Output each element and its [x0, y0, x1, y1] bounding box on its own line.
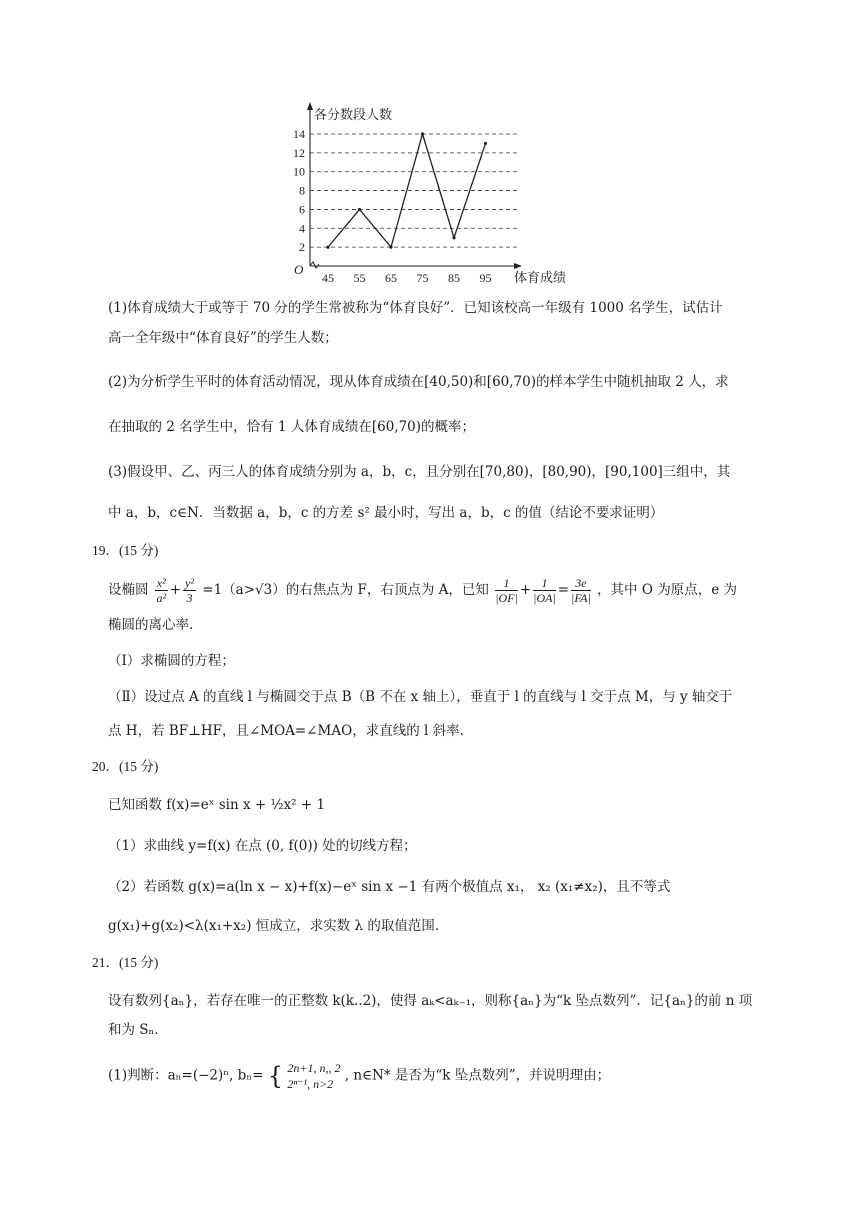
q18-part1-line2: 高一全年级中“体育良好”的学生人数；: [108, 330, 338, 346]
series-line: [328, 134, 486, 247]
y-tick-label: 8: [299, 183, 305, 198]
q20-line2: （1）求曲线 y=f(x) 在点 (0, f(0)) 处的切线方程；: [108, 838, 417, 854]
q21-line3-b: , n∈N* 是否为“k 坠点数列”，并说明理由；: [344, 1067, 611, 1084]
x-tick-label: 85: [448, 271, 460, 285]
q18-part1-line1: (1)体育成绩大于或等于 70 分的学生常被称为“体育良好”．已知该校高一年级有 1000 名学生，试估计: [108, 300, 723, 316]
q18-part3-line2: 中 a，b，c∈N．当数据 a，b，c 的方差 s² 最小时，写出 a，b，c 的值（结论不要求证明）: [108, 505, 664, 521]
x-tick-label: 65: [385, 271, 397, 285]
x-tick-label: 55: [353, 271, 366, 285]
q19-line3: （Ⅰ）求椭圆的方程；: [108, 653, 235, 669]
brace-icon: {: [267, 1062, 284, 1090]
q20-line3: （2）若函数 g(x)=a(ln x − x)+f(x)−eˣ sin x −1 有两个极值点 x₁， x₂ (x₁≠x₂)，且不等式: [108, 879, 671, 895]
axis-break-icon: [310, 262, 319, 268]
y-tick-label: 6: [299, 202, 305, 217]
q19-line1-a: 设椭圆: [108, 582, 149, 598]
chart-grid: [310, 134, 518, 247]
x-tick-label: 95: [479, 271, 492, 285]
case-2: 2ⁿ⁻¹, n>2: [287, 1077, 334, 1091]
q19-line5: 点 H，若 BF⊥HF，且∠MOA=∠MAO，求直线的 l 斜率.: [108, 723, 464, 739]
x-axis-label: 体育成绩: [514, 270, 567, 285]
ellipse-term-x: $\frac{\text{x²}}{\text{a²}}$: [156, 576, 167, 605]
q19-line4: （Ⅱ）设过点 A 的直线 l 与椭圆交于点 B（B 不在 x 轴上），垂直于 l 的直线与 l 交于点 M，与 y 轴交于: [108, 689, 733, 705]
q21-line2: 和为 Sₙ．: [108, 1022, 168, 1038]
x-tick-label: 75: [416, 271, 429, 285]
case-1: 2n+1, n,, 2: [287, 1061, 341, 1075]
piecewise-cases: [287, 1060, 340, 1092]
score-line-chart: [282, 98, 582, 290]
q20-number: 20．(15 分): [92, 759, 159, 774]
q21-line1: 设有数列{aₙ}，若存在唯一的正整数 k(k..2)，使得 aₖ<aₖ₋₁，则称{aₙ}为“k 坠点数列”．记{aₙ}的前 n 项: [108, 993, 753, 1009]
data-point: [389, 246, 392, 249]
q19-number: 19．(15 分): [92, 543, 159, 558]
q19-line1-b: =1（a>√3）的右焦点为 F，右顶点为 A，已知: [202, 582, 489, 598]
x-tick-label: 45: [322, 271, 334, 285]
y-tick-label: 14: [293, 127, 305, 141]
q19-line1: 设椭圆 $\frac{\text{x²}}{\text{a²}}$ + $\frac{\text{y²}}{3}$ =1（a>√3）的右焦点为 F，右顶点为 A，已知 $\frac{1}{|OF|}$ + $\frac{1}{|OA|}$ = $\frac{3e}{|FA|}$ ，其中 O 为原点，e 为: [108, 576, 737, 605]
q21-number: 21．(15 分): [92, 955, 159, 970]
x-axis-arrow: [514, 263, 522, 269]
q18-part2-line1: (2)为分析学生平时的体育活动情况，现从体育成绩在[40,50)和[60,70)的样本学生中随机抽取 2 人，求: [108, 374, 729, 390]
origin-label: O: [294, 262, 304, 277]
q20-line1: 已知函数 f(x)=eˣ sin x + ½x² + 1: [108, 797, 326, 813]
data-point: [421, 132, 424, 135]
y-tick-label: 10: [293, 164, 305, 179]
y-tick-label: 12: [293, 145, 305, 160]
frac-of: $\frac{1}{|OF|}$: [495, 576, 518, 605]
q19-line2: 椭圆的离心率.: [108, 617, 194, 633]
frac-fa: $\frac{3e}{|FA|}$: [571, 576, 591, 605]
q19-line1-c: ，其中 O 为原点，e 为: [597, 582, 737, 598]
data-point: [358, 208, 361, 211]
y-axis-arrow: [307, 102, 313, 110]
y-tick-label: 2: [299, 240, 305, 255]
y-tick-label: 4: [299, 221, 305, 236]
data-point: [326, 246, 329, 249]
q18-part3-line1: (3)假设甲、乙、丙三人的体育成绩分别为 a，b，c，且分别在[70,80)，[80,90)，[90,100]三组中，其: [108, 464, 731, 480]
q18-part2-line2: 在抽取的 2 名学生中，恰有 1 人体育成绩在[60,70)的概率；: [108, 419, 476, 435]
y-axis-label: 各分数段人数: [314, 107, 393, 122]
q20-line4: g(x₁)+g(x₂)<λ(x₁+x₂) 恒成立，求实数 λ 的取值范围.: [108, 918, 440, 934]
data-point: [452, 236, 455, 239]
q21-line3-a: (1)判断：aₙ=(−2)ⁿ, bₙ=: [108, 1067, 264, 1084]
data-point: [484, 142, 487, 145]
frac-oa: $\frac{1}{|OA|}$: [533, 576, 556, 605]
ellipse-term-y: $\frac{\text{y²}}{3}$: [185, 576, 194, 605]
q21-line3: [108, 1060, 780, 1092]
